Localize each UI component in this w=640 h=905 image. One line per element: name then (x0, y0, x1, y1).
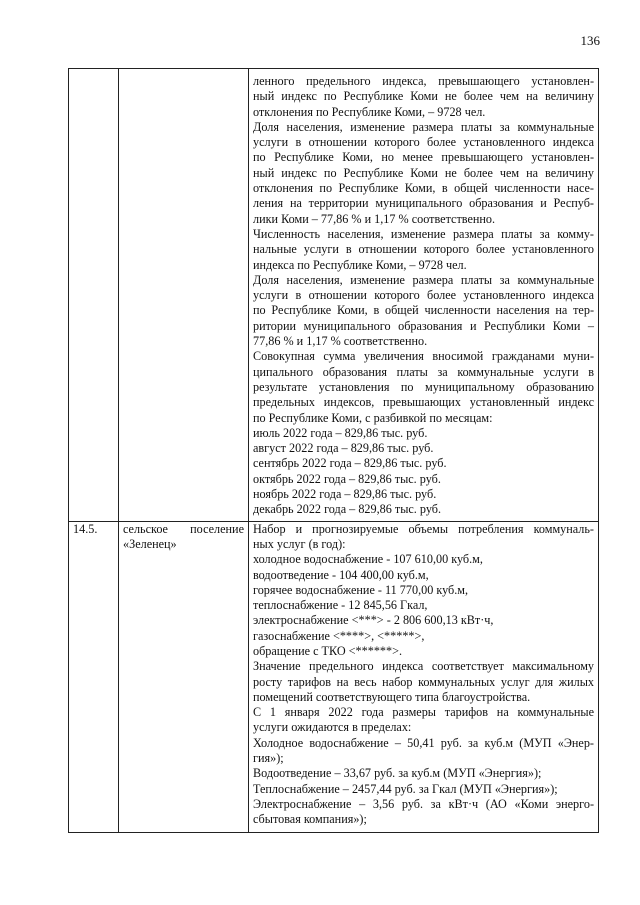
text-line: ных услуг (в год): (253, 536, 346, 551)
text-line: Численность населения, изменение размера платы за комму- (253, 226, 594, 241)
text-line: предельных индексов, превышающих установленный индекс (253, 395, 594, 410)
description-cell (249, 521, 599, 832)
text-line: водоотведение - 104 400,00 куб.м, (253, 567, 429, 582)
text-line: теплоснабжение - 12 845,56 Гкал, (253, 598, 428, 613)
text-line: Доля населения, изменение размера платы за коммунальные (253, 119, 594, 134)
text-line: ритории муниципального образования и Республики Коми – (253, 318, 594, 333)
row-number-cell: 14.5. (69, 521, 119, 832)
text-line: сбытовая компания»); (253, 812, 367, 827)
municipality-cell (119, 69, 249, 522)
text-line: лики Коми – 77,86 % и 1,17 % соответственно. (253, 211, 496, 226)
text-line: результате установления по муниципальному образованию (253, 379, 594, 394)
text-line: ципального образования платы за коммунальные услуги в (253, 364, 594, 379)
text-line: Доля населения, изменение размера платы за коммунальные (253, 272, 594, 287)
text-line: декабрь 2022 года – 829,86 тыс. руб. (253, 502, 442, 517)
municipality-cell (119, 521, 249, 832)
table-row (69, 69, 599, 522)
text-line: С 1 января 2022 года размеры тарифов на коммунальные (253, 705, 594, 720)
text-line: ления на территории муниципального образования и Респуб- (253, 196, 594, 211)
text-line: Теплоснабжение – 2457,44 руб. за Гкал (МУП «Энергия»); (253, 781, 558, 796)
text-line: ный индекс по Республике Коми не более чем на величину (253, 89, 594, 104)
text-line: Совокупная сумма увеличения вносимой гражданами муни- (253, 349, 594, 364)
text-line: обращение с ТКО <******>. (253, 643, 403, 658)
description-cell (249, 69, 599, 522)
text-line: индекса по Республике Коми, – 9728 чел. (253, 257, 467, 272)
text-line: сентябрь 2022 года – 829,86 тыс. руб. (253, 456, 447, 471)
text-line: ный индекс по Республике Коми не более чем на величину (253, 165, 594, 180)
text-line: ленного предельного индекса, превышающего установлен- (253, 74, 594, 88)
text-line: июль 2022 года – 829,86 тыс. руб. (253, 425, 428, 440)
text-line: нальные услуги в отношении которого более установленного (253, 242, 594, 257)
text-line: услуги в отношении которого более установленного индекса (253, 135, 594, 150)
text-line: отклонения по Республике Коми, – 9728 чел. (253, 104, 486, 119)
text-line: октябрь 2022 года – 829,86 тыс. руб. (253, 471, 441, 486)
text-line: отклонения по Республике Коми, в общей численности насе- (253, 181, 594, 196)
text-line: Набор и прогнозируемые объемы потребления коммуналь- (253, 521, 594, 536)
text-line: 77,86 % и 1,17 % соответственно. (253, 334, 428, 349)
row-number-cell (69, 69, 119, 522)
document-table (68, 68, 599, 833)
text-line: Водоотведение – 33,67 руб. за куб.м (МУП «Энергия»); (253, 766, 542, 781)
text-line: по Республике Коми, но менее превышающего установлен- (253, 150, 594, 165)
municipality-name-line: «Зеленец» (123, 536, 177, 551)
text-line: гия»); (253, 751, 284, 766)
page-number: 136 (580, 33, 600, 48)
table-row (69, 521, 599, 832)
text-line: Холодное водоснабжение – 50,41 руб. за куб.м (МУП «Энер- (253, 735, 594, 750)
text-line: росту тарифов на весь набор коммунальных услуг для жилых (253, 674, 594, 689)
text-line: август 2022 года – 829,86 тыс. руб. (253, 441, 434, 456)
municipality-name-line: сельское поселение (123, 521, 244, 536)
text-line: услуги ожидаются в пределах: (253, 720, 412, 735)
text-line: помещений соответствующего типа благоустройства. (253, 689, 531, 704)
text-line: по Республике Коми, в общей численности населения на тер- (253, 303, 594, 318)
text-line: Значение предельного индекса соответствует максимальному (253, 659, 594, 674)
text-line: услуги в отношении которого более установленного индекса (253, 288, 594, 303)
text-line: газоснабжение <****>, <*****>, (253, 628, 425, 643)
text-line: Электроснабжение – 3,56 руб. за кВт·ч (АО «Коми энерго- (253, 796, 594, 811)
text-line: ноябрь 2022 года – 829,86 тыс. руб. (253, 487, 437, 502)
text-line: электроснабжение <***> - 2 806 600,13 кВт·ч, (253, 613, 494, 628)
text-line: по Республике Коми, с разбивкой по месяцам: (253, 410, 493, 425)
text-line: горячее водоснабжение - 11 770,00 куб.м, (253, 582, 469, 597)
text-line: холодное водоснабжение - 107 610,00 куб.м, (253, 552, 483, 567)
